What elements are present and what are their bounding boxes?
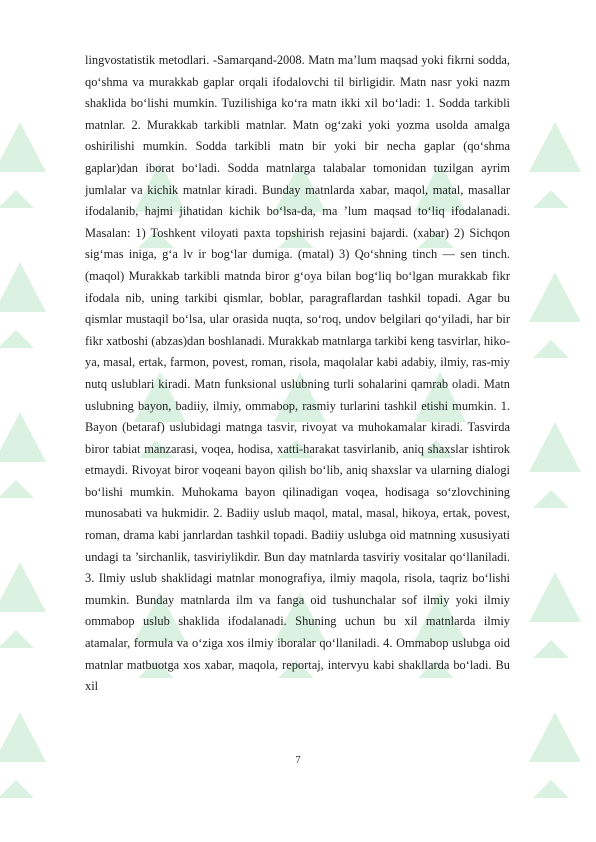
watermark-triangle-icon	[0, 262, 46, 312]
body-paragraph: lingvostatistik metodlari. -Samarqand-2008. Matn ma’lum maqsad yoki fikrni sodda, qo‘shma va murakkab gaplar orqali ifodalovchi til birligidir. Matn nasr yoki nazm shaklida bo‘lishi mumkin. Tuzilishiga ko‘ra matn ikki xil bo‘ladi: 1. Sodda tarkibli matnlar. 2. Murakkab tarkibli matnlar. Matn og‘zaki yoki yozma usolda amalga oshirilishi mumkin. Sodda tarkibli matn bir yoki bir necha gaplar (qo‘shma gaplar)dan iborat bo‘ladi. Sodda matnlarga talabalar tomonidan tuzilgan ayrim jumlalar va kichik matnlar kiradi. Bunday matnlarda xabar, maqol, matal, masallar ifodalanib, hajmi jihatidan kichik bo‘lsa-da, ma ’lum maqsad to‘liq ifodalanadi. Masalan: 1) Toshkent viloyati paxta topshirish rejasini bajardi. (xabar) 2) Sichqon sig‘mas iniga, g‘a lv ir bog‘lar dumiga. (matal) 3) Qo‘shning tinch — sen tinch. (maqol) Murakkab tarkibli matnda biror g‘oya bilan bog‘liq bo‘lgan murakkab fikr ifodala nib, uning tarkibi qismlar, boblar, paragraflardan tashkil topadi. Agar bu qismlar mustaqil bo‘lsa, ular orasida nuqta, so‘roq, undov belgilari qo‘yiladi, har bir fikr xatboshi (abzas)dan boshlanadi. Murakkab matnlarga tarkibi keng tasvirlar, hiko-ya, masal, ertak, farmon, povest, roman, risola, maqolalar kabi adabiy, ilmiy, ras-miy nutq uslublari kiradi. Matn funksional uslubning turli sohalarini qamrab oladi. Matn uslubning bayon, badiiy, ilmiy, ommabop, rasmiy turlarini tashkil etishi mumkin. 1. Bayon (betaraf) uslubidagi matnga tasvir, rivoyat va muhokamalar kiradi. Tasvirda biror tabiat manzarasi, voqea, hodisa, xatti-harakat tasvirlanib, aniq shaxslar ishtirok etmaydi. Rivoyat biror voqeani bayon qilish bo‘lib, aniq shaxslar va ularning dialogi bo‘lishi mumkin. Muhokama bayon qilinadigan voqea, hodisaga so‘zlovchining munosabati va hukmidir. 2. Badiiy uslub maqol, matal, masal, hikoya, ertak, povest, roman, drama kabi janrlardan tashkil topadi. Badiiy uslubga oid matnning xususiyati undagi ta ’sirchanlik, tasviriylikdir. Bun day matnlarda tasviriy vositalar qo‘llaniladi. 3. Ilmiy uslub shaklidagi matnlar monografiya, ilmiy maqola, risola, taqriz bo‘lishi mumkin. Bunday matnlarda ilm va fanga oid tushunchalar sof ilmiy yoki ilmiy ommabop uslub shaklida ifodalanadi. Shuning uchun bu xil matnlarda ilmiy atamalar, formula va o‘ziga xos ilmiy iboralar qo‘llaniladi. 4. Ommabop uslubga oid matnlar matbuotga xos xabar, maqola, reportaj, intervyu kabi shakllarda bo‘ladi. Bu xil	[85, 53, 510, 694]
watermark-triangle-icon	[529, 122, 581, 172]
watermark-triangle-icon	[0, 562, 46, 612]
watermark-triangle-icon	[529, 272, 581, 322]
watermark-triangle-icon	[0, 412, 46, 462]
watermark-arrow-icon	[0, 190, 34, 208]
watermark-arrow-icon	[533, 780, 569, 798]
page-number: 7	[295, 754, 301, 766]
watermark-arrow-icon	[0, 480, 34, 498]
watermark-arrow-icon	[533, 490, 569, 508]
watermark-triangle-icon	[529, 422, 581, 472]
watermark-arrow-icon	[0, 330, 34, 348]
watermark-arrow-icon	[533, 190, 569, 208]
watermark-triangle-icon	[529, 572, 581, 622]
watermark-arrow-icon	[533, 640, 569, 658]
watermark-arrow-icon	[533, 340, 569, 358]
watermark-arrow-icon	[0, 630, 34, 648]
watermark-arrow-icon	[0, 780, 34, 798]
watermark-triangle-icon	[0, 122, 46, 172]
